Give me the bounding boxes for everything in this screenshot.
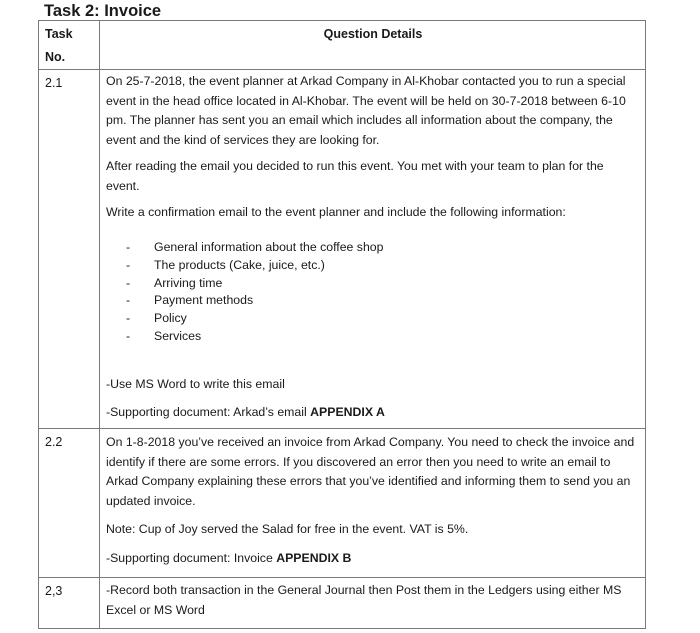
paragraph: After reading the email you decided to run this event. You met with your team to plan for the event.: [106, 159, 604, 193]
dash-marker: -: [126, 257, 131, 272]
paragraph: Write a confirmation email to the event planner and include the following information:: [106, 205, 566, 219]
dash-marker: -: [126, 293, 131, 308]
appendix-label: APPENDIX B: [276, 550, 352, 565]
task-details: [106, 72, 638, 223]
note-text: -Use MS Word to write this email: [106, 377, 285, 391]
supporting-document: -Supporting document: Arkad’s email APPENDIX A: [106, 405, 385, 419]
header-divider: [38, 69, 646, 70]
appendix-label: APPENDIX A: [310, 405, 385, 419]
paragraph: On 25-7-2018, the event planner at Arkad Company in Al-Khobar contacted you to run a special event in the head office located in Al-Khobar. The event will be held on 30-7-2018 between 6-10 pm. The planner has sent you an email which includes all information about the company, the event and the kind of services they are looking for.: [106, 74, 626, 147]
header-task-no: Task No.: [45, 27, 73, 64]
header-question-details: Question Details: [323, 27, 423, 41]
supporting-document: -Supporting document: Invoice APPENDIX B: [106, 550, 352, 565]
task-number: 2,3: [45, 584, 63, 598]
dash-marker: -: [126, 328, 131, 343]
paragraph: -Record both transaction in the General Journal then Post them in the Ledgers using either MS Excel or MS Word: [106, 583, 622, 617]
paragraph: Note: Cup of Joy served the Salad for free in the event. VAT is 5%.: [106, 522, 469, 536]
dash-marker: -: [126, 240, 131, 254]
column-divider: [99, 20, 100, 629]
dash-marker: -: [126, 311, 131, 326]
dash-marker: -: [126, 275, 131, 290]
task-details: [106, 581, 638, 620]
task-details: [106, 433, 638, 568]
row-divider: [38, 577, 646, 578]
task-number: 2.2: [45, 435, 63, 449]
page-title: Task 2: Invoice: [44, 2, 162, 20]
task-number: 2.1: [45, 76, 63, 90]
paragraph: On 1-8-2018 you’ve received an invoice from Arkad Company. You need to check the invoice and identify if there are some errors. If you discovered an error then you need to write an email to Arkad Company explaining these errors that you’ve identified and informing them to send you an updated invoice.: [106, 435, 635, 508]
row-divider: [38, 428, 646, 429]
